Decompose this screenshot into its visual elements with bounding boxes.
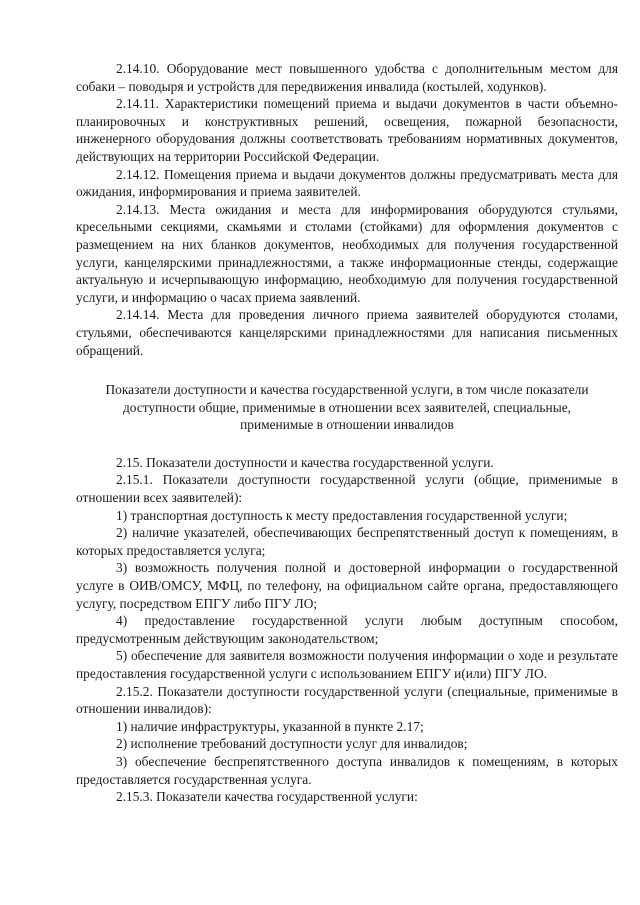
- paragraph-2-15-3: 2.15.3. Показатели качества государственной услуги:: [116, 789, 418, 805]
- paragraph-2-15-1: 2.15.1. Показатели доступности государственной услуги (общие, применимые в отношении всех заявителей):: [76, 472, 618, 506]
- paragraph-2-14-14: 2.14.14. Места для проведения личного приема заявителей оборудуются столами, стульями, обеспечиваются канцелярскими принадлежностями для написания письменных обращений.: [76, 307, 618, 358]
- list-item: 1) транспортная доступность к месту предоставления государственной услуги;: [116, 507, 568, 523]
- list-item: 5) обеспечение для заявителя возможности получения информации о ходе и результате предоставления государственной услуги с использованием ЕПГУ и(или) ПГУ ЛО.: [76, 648, 618, 681]
- paragraph-2-14-11: 2.14.11. Характеристики помещений приема и выдачи документов в части объемно-планировочных и конструктивных решений, освещения, пожарной безопасности, инженерного оборудования должны соответствовать требованиям нормативных документов, действующих на территории Российской Федерации.: [76, 96, 618, 164]
- list-item: 2) наличие указателей, обеспечивающих беспрепятственный доступ к помещениям, в которых предоставляется услуга;: [76, 525, 618, 558]
- list-item: 3) возможность получения полной и достоверной информации о государственной услуге в ОИВ/ОМСУ, МФЦ, по телефону, на официальном сайте органа, предоставляющего услугу, посредством ЕПГУ либо ПГУ ЛО;: [76, 560, 618, 611]
- paragraph-2-14-10: 2.14.10. Оборудование мест повышенного удобства с дополнительным местом для собаки – поводыря и устройств для передвижения инвалида (костылей, ходунков).: [76, 61, 618, 94]
- paragraph-2-15-2: 2.15.2. Показатели доступности государственной услуги (специальные, применимые в отношении инвалидов):: [76, 683, 618, 717]
- paragraph-2-15: 2.15. Показатели доступности и качества государственной услуги.: [116, 454, 494, 470]
- list-item: 2) исполнение требований доступности услуг для инвалидов;: [116, 736, 468, 752]
- list-item: 4) предоставление государственной услуги любым доступным способом, предусмотренным действующим законодательством;: [76, 613, 618, 646]
- section-heading: Показатели доступности и качества государственной услуги, в том числе показатели доступности общие, применимые в отношении всех заявителей, специальные, применимые в отношении инвалидов: [105, 382, 589, 433]
- paragraph-2-14-12: 2.14.12. Помещения приема и выдачи документов должны предусматривать места для ожидания, информирования и приема заявителей.: [76, 166, 618, 200]
- list-item: 3) обеспечение беспрепятственного доступа инвалидов к помещениям, в которых предоставляется государственная услуга.: [76, 753, 618, 787]
- paragraph-2-14-13: 2.14.13. Места ожидания и места для информирования оборудуются стульями, кресельными секциями, скамьями и столами (стойками) для оформления документов с размещением на них бланков документов, необходимых для получения государственной услуги, канцелярскими принадлежностями, а также информационные стенды, содержащие актуальную и исчерпывающую информацию, необходимую для получения государственной услуги, и информацию о часах приема заявлений.: [76, 201, 618, 305]
- list-item: 1) наличие инфраструктуры, указанной в пункте 2.17;: [116, 718, 424, 734]
